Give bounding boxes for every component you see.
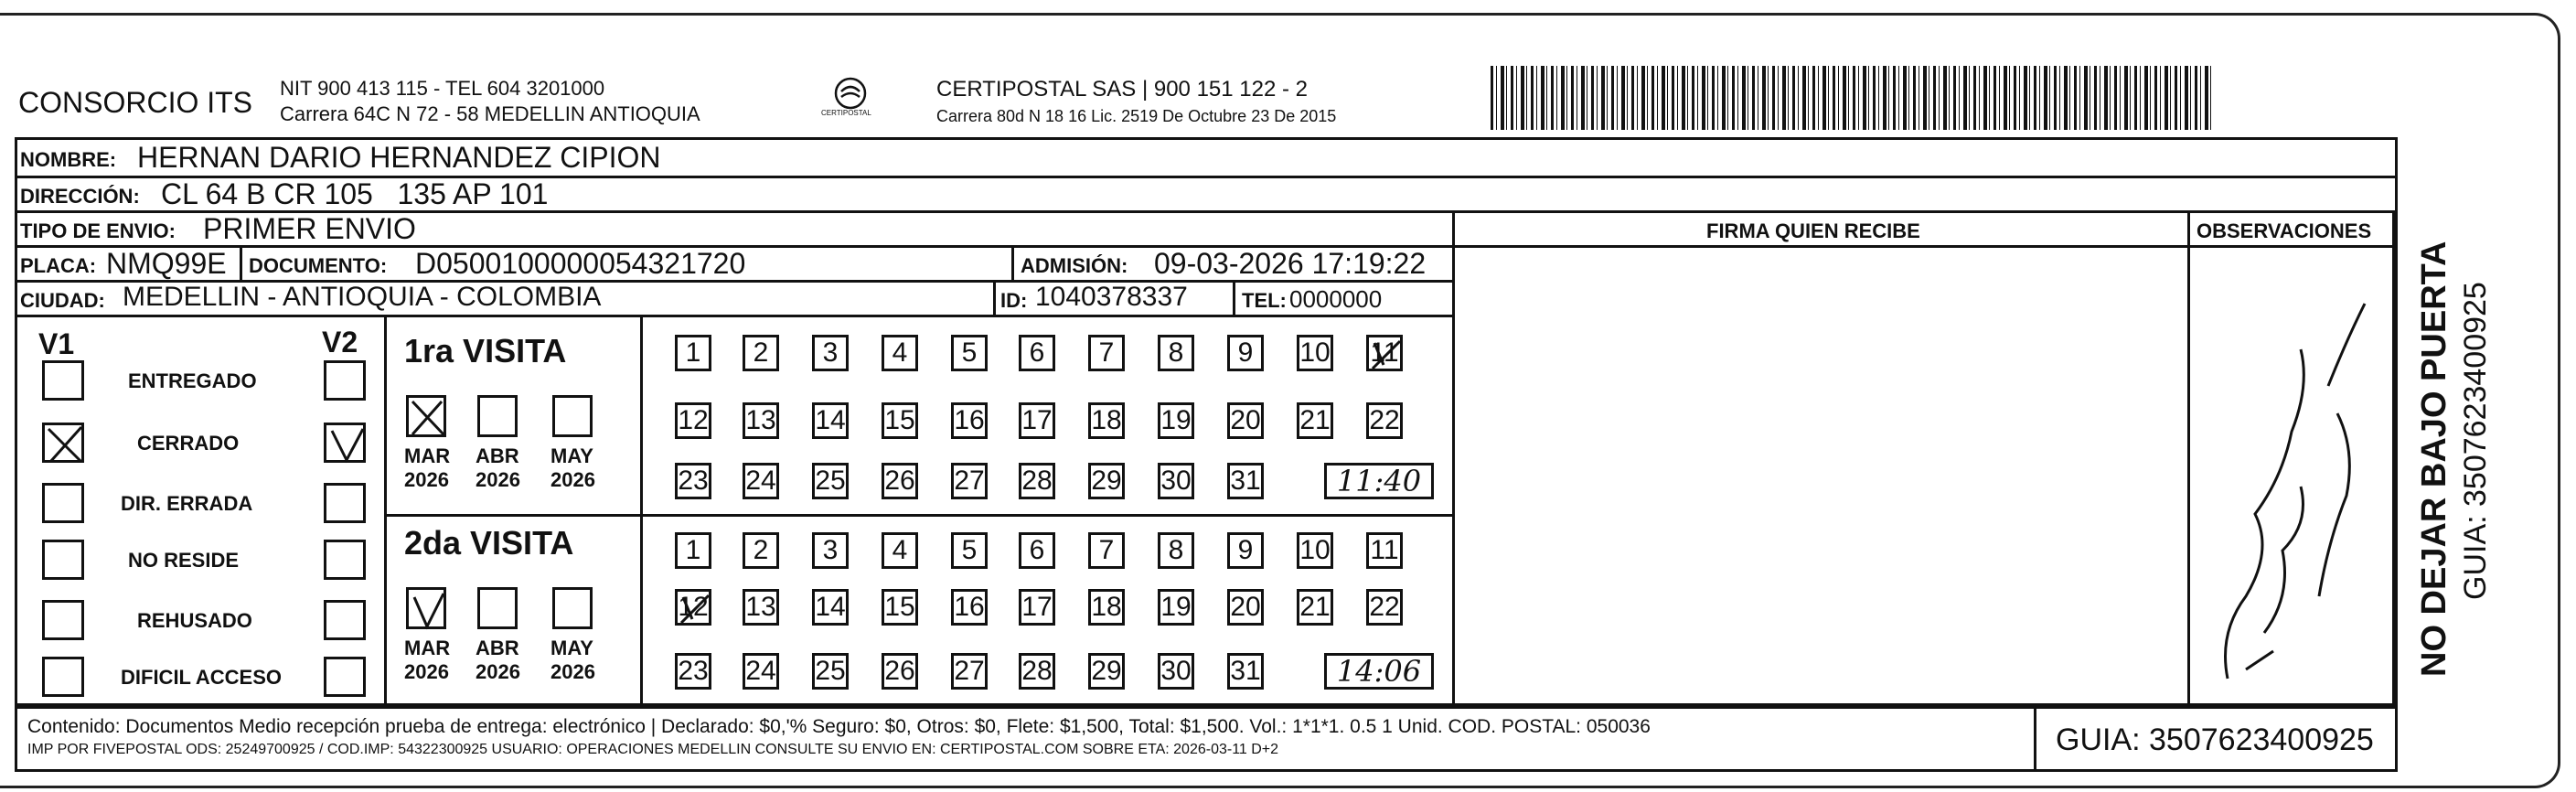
visit1-day-label: 31 <box>1230 466 1261 496</box>
id-value: 1040378337 <box>1035 282 1188 312</box>
visit2-time-value: 14:06 <box>1336 654 1422 689</box>
visit2-title: 2da VISITA <box>404 524 574 562</box>
visit1-day-11[interactable] <box>1366 335 1403 371</box>
visit2-day-14[interactable] <box>812 589 849 626</box>
status-label-dificil-acceso: DIFICIL ACCESO <box>121 666 283 689</box>
visit1-day-23[interactable] <box>675 463 711 499</box>
visit1-day-label: 19 <box>1160 405 1192 435</box>
visit1-day-29[interactable] <box>1088 463 1125 499</box>
visit2-day-30[interactable] <box>1158 653 1194 690</box>
nombre-label: NOMBRE: <box>20 148 117 171</box>
tipo-label: TIPO DE ENVIO: <box>20 219 176 242</box>
visit2-day-label: 10 <box>1299 535 1331 565</box>
visit2-day-16[interactable] <box>951 589 988 626</box>
footer-line1: Contenido: Documentos Medio recepción prueba de entrega: electrónico | Declarado: $0,'% Seguro: $0, Otros: $0, Flete: $1,500, Total: $1,500. Vol.: 1*1*1. 0.5 1 Unid. COD. POSTAL: 050036 <box>27 716 1651 737</box>
visit2-day-label: 4 <box>892 535 908 565</box>
visit1-month-label: ABR <box>476 444 519 467</box>
company-address-line: Carrera 64C N 72 - 58 MEDELLIN ANTIOQUIA <box>280 102 700 125</box>
ciudad-value: MEDELLIN - ANTIOQUIA - COLOMBIA <box>123 282 602 312</box>
visit1-day-label: 17 <box>1021 405 1053 435</box>
v2-checkbox-dificil-acceso[interactable] <box>324 657 366 697</box>
visit1-day-label: 30 <box>1160 466 1192 496</box>
visit1-day-label: 21 <box>1299 405 1331 435</box>
v1-checkbox-entregado[interactable] <box>42 360 84 401</box>
company-name: CONSORCIO ITS <box>18 86 253 119</box>
visit2-year-label: 2026 <box>404 660 449 683</box>
visit2-month-checkbox-mar[interactable] <box>406 587 446 629</box>
direccion-value: CL 64 B CR 105 135 AP 101 <box>161 177 549 210</box>
divider <box>1452 210 1455 706</box>
visit2-day-label: 2 <box>753 535 769 565</box>
divider <box>640 315 643 706</box>
visit1-day-22[interactable] <box>1366 402 1403 439</box>
divider <box>1011 245 1014 280</box>
carrier-address-line: Carrera 80d N 18 16 Lic. 2519 De Octubre 23 De 2015 <box>936 107 1337 125</box>
visit1-year-label: 2026 <box>550 468 595 491</box>
visit1-day-label: 15 <box>884 405 915 435</box>
visit2-day-28[interactable] <box>1019 653 1055 690</box>
status-label-no-reside: NO RESIDE <box>128 549 240 572</box>
nombre-value: HERNAN DARIO HERNANDEZ CIPION <box>137 141 661 174</box>
status-label-rehusado: REHUSADO <box>137 609 252 632</box>
logo-caption: CERTIPOSTAL <box>821 109 871 117</box>
visit2-day-label: 6 <box>1029 535 1045 565</box>
visit2-day-label: 15 <box>884 592 915 622</box>
visit1-day-label: 14 <box>815 405 846 435</box>
visit2-day-9[interactable] <box>1227 532 1264 569</box>
signature-header: FIRMA QUIEN RECIBE <box>1706 219 1920 242</box>
visit1-day-label: 8 <box>1168 337 1184 368</box>
visit1-month-label: MAY <box>550 444 593 467</box>
tel-value: 0000000 <box>1289 285 1383 313</box>
visit1-month-checkbox-mar[interactable] <box>406 395 446 437</box>
documento-value: D0500100000054321720 <box>415 247 746 280</box>
visit1-day-12[interactable] <box>675 402 711 439</box>
observaciones-header: OBSERVACIONES <box>2197 219 2372 242</box>
visit1-day-14[interactable] <box>812 402 849 439</box>
company-nit-line: NIT 900 413 115 - TEL 604 3201000 <box>280 77 605 100</box>
visit1-month-checkbox-abr[interactable] <box>477 395 518 437</box>
placa-value: NMQ99E <box>106 247 227 280</box>
v1-checkbox-cerrado[interactable] <box>42 423 84 463</box>
visit2-day-5[interactable] <box>951 532 988 569</box>
visit2-day-label: 27 <box>954 656 985 686</box>
visit2-day-21[interactable] <box>1297 589 1333 626</box>
divider <box>2392 210 2395 706</box>
documento-label: DOCUMENTO: <box>249 254 388 277</box>
visit2-day-12[interactable] <box>675 589 711 626</box>
visit2-day-label: 19 <box>1160 592 1192 622</box>
visit1-day-label: 3 <box>822 337 839 368</box>
status-label-entregado: ENTREGADO <box>128 369 257 392</box>
visit2-day-10[interactable] <box>1297 532 1333 569</box>
v2-checkbox-cerrado[interactable] <box>324 423 366 463</box>
visit2-day-11[interactable] <box>1366 532 1403 569</box>
visit2-day-label: 31 <box>1230 656 1261 686</box>
visit2-day-4[interactable] <box>882 532 918 569</box>
direccion-label: DIRECCIÓN: <box>20 185 140 208</box>
visit2-day-22[interactable] <box>1366 589 1403 626</box>
signature-area <box>1456 249 2186 704</box>
visit1-day-8[interactable] <box>1158 335 1194 371</box>
visit1-day-label: 11 <box>1370 337 1399 368</box>
visit1-day-30[interactable] <box>1158 463 1194 499</box>
visit1-day-20[interactable] <box>1227 402 1264 439</box>
visit2-day-label: 25 <box>815 656 846 686</box>
visit2-day-label: 18 <box>1091 592 1122 622</box>
divider <box>993 280 996 315</box>
visit2-day-label: 8 <box>1168 535 1184 565</box>
visit2-month-checkbox-may[interactable] <box>552 587 593 629</box>
visit1-day-27[interactable] <box>951 463 988 499</box>
visit2-day-1[interactable] <box>675 532 711 569</box>
v2-checkbox-dir-errada[interactable] <box>324 483 366 523</box>
visit1-day-label: 22 <box>1369 405 1400 435</box>
visit1-time-value: 11:40 <box>1336 464 1422 498</box>
visit2-month-label: MAY <box>550 637 593 659</box>
visit1-day-17[interactable] <box>1019 402 1055 439</box>
status-label-cerrado: CERRADO <box>137 432 240 455</box>
visit1-day-1[interactable] <box>675 335 711 371</box>
v2-label: V2 <box>322 326 358 359</box>
visit2-day-19[interactable] <box>1158 589 1194 626</box>
visit1-day-19[interactable] <box>1158 402 1194 439</box>
visit1-day-label: 13 <box>745 405 776 435</box>
visit1-day-label: 6 <box>1029 337 1045 368</box>
visit1-day-label: 24 <box>745 466 776 496</box>
visit2-day-label: 14 <box>815 592 846 622</box>
visit2-day-label: 21 <box>1299 592 1331 622</box>
visit1-day-26[interactable] <box>882 463 918 499</box>
visit2-day-label: 7 <box>1098 535 1115 565</box>
visit1-day-label: 2 <box>753 337 769 368</box>
visit2-month-label: ABR <box>476 637 519 659</box>
visit1-day-10[interactable] <box>1297 335 1333 371</box>
side-guia-text: GUIA: 3507623400925 <box>2458 282 2493 600</box>
v1-checkbox-rehusado[interactable] <box>42 600 84 640</box>
visit2-day-label: 5 <box>961 535 978 565</box>
visit2-day-label: 30 <box>1160 656 1192 686</box>
visit2-day-label: 28 <box>1021 656 1053 686</box>
visit1-time-box[interactable] <box>1324 463 1434 499</box>
visit2-day-20[interactable] <box>1227 589 1264 626</box>
tel-label: TEL: <box>1242 289 1287 312</box>
visit2-day-31[interactable] <box>1227 653 1264 690</box>
visit1-day-label: 27 <box>954 466 985 496</box>
visit2-day-label: 24 <box>745 656 776 686</box>
visit1-day-label: 7 <box>1098 337 1115 368</box>
visit1-day-label: 10 <box>1299 337 1331 368</box>
placa-label: PLACA: <box>20 254 97 277</box>
visit1-day-label: 9 <box>1237 337 1254 368</box>
visit1-day-3[interactable] <box>812 335 849 371</box>
visit2-year-label: 2026 <box>476 660 520 683</box>
visit2-day-label: 3 <box>822 535 839 565</box>
visit1-day-label: 12 <box>678 405 709 435</box>
certipostal-logo <box>814 73 887 126</box>
visit2-year-label: 2026 <box>550 660 595 683</box>
visit2-day-13[interactable] <box>743 589 779 626</box>
visit1-day-4[interactable] <box>882 335 918 371</box>
visit2-time-box[interactable] <box>1324 653 1434 690</box>
visit2-day-2[interactable] <box>743 532 779 569</box>
visit1-day-13[interactable] <box>743 402 779 439</box>
visit2-day-18[interactable] <box>1088 589 1125 626</box>
visit2-day-label: 12 <box>678 592 709 622</box>
ciudad-label: CIUDAD: <box>20 289 105 312</box>
visit1-day-31[interactable] <box>1227 463 1264 499</box>
visit1-day-label: 29 <box>1091 466 1122 496</box>
visit1-day-label: 20 <box>1230 405 1261 435</box>
visit2-day-15[interactable] <box>882 589 918 626</box>
admision-label: ADMISIÓN: <box>1021 254 1128 277</box>
visit2-day-label: 17 <box>1021 592 1053 622</box>
divider <box>15 315 1454 317</box>
tipo-value: PRIMER ENVIO <box>203 212 416 245</box>
visit2-day-label: 20 <box>1230 592 1261 622</box>
divider <box>240 245 242 280</box>
visit1-year-label: 2026 <box>404 468 449 491</box>
visit1-day-7[interactable] <box>1088 335 1125 371</box>
divider <box>2034 706 2036 772</box>
visit2-day-label: 1 <box>685 535 701 565</box>
footer-guia: GUIA: 3507623400925 <box>2056 722 2374 757</box>
visit2-day-7[interactable] <box>1088 532 1125 569</box>
visit1-day-label: 18 <box>1091 405 1122 435</box>
visit1-day-label: 25 <box>815 466 846 496</box>
visit1-month-label: MAR <box>404 444 451 467</box>
visit1-month-checkbox-may[interactable] <box>552 395 593 437</box>
visit1-day-label: 28 <box>1021 466 1053 496</box>
visit1-day-5[interactable] <box>951 335 988 371</box>
visit2-month-label: MAR <box>404 637 451 659</box>
side-warning-text: NO DEJAR BAJO PUERTA <box>2415 241 2453 677</box>
footer-line2: IMP POR FIVEPOSTAL ODS: 25249700925 / COD.IMP: 54322300925 USUARIO: OPERACIONES MEDELLIN CONSULTE SU ENVIO EN: CERTIPOSTAL.COM SOBRE ETA: 2026-03-11 D+2 <box>27 742 1279 757</box>
barcode <box>1491 66 2213 130</box>
observaciones-handwriting <box>2191 249 2390 704</box>
divider <box>384 315 387 706</box>
visit1-day-18[interactable] <box>1088 402 1125 439</box>
visit1-day-label: 16 <box>954 405 985 435</box>
visit2-day-26[interactable] <box>882 653 918 690</box>
divider <box>1233 280 1235 315</box>
visit1-day-25[interactable] <box>812 463 849 499</box>
v1-checkbox-dificil-acceso[interactable] <box>42 657 84 697</box>
visit1-day-16[interactable] <box>951 402 988 439</box>
visit1-day-28[interactable] <box>1019 463 1055 499</box>
visit2-day-24[interactable] <box>743 653 779 690</box>
visit1-day-15[interactable] <box>882 402 918 439</box>
visit2-day-label: 29 <box>1091 656 1122 686</box>
visit1-day-24[interactable] <box>743 463 779 499</box>
v1-checkbox-dir-errada[interactable] <box>42 483 84 523</box>
divider <box>2187 210 2190 706</box>
visit2-day-label: 16 <box>954 592 985 622</box>
visit1-day-label: 1 <box>685 337 701 368</box>
v2-checkbox-no-reside[interactable] <box>324 540 366 580</box>
visit2-day-label: 13 <box>745 592 776 622</box>
visit2-day-6[interactable] <box>1019 532 1055 569</box>
visit1-day-2[interactable] <box>743 335 779 371</box>
visit1-year-label: 2026 <box>476 468 520 491</box>
visit2-day-29[interactable] <box>1088 653 1125 690</box>
visit2-month-checkbox-abr[interactable] <box>477 587 518 629</box>
visit1-day-21[interactable] <box>1297 402 1333 439</box>
visit2-day-label: 11 <box>1370 535 1399 565</box>
visit1-day-9[interactable] <box>1227 335 1264 371</box>
visit1-day-label: 23 <box>678 466 709 496</box>
id-label: ID: <box>1000 289 1028 312</box>
divider <box>384 514 1454 517</box>
visit1-day-label: 26 <box>884 466 915 496</box>
visit1-day-label: 4 <box>892 337 908 368</box>
visit2-day-17[interactable] <box>1019 589 1055 626</box>
carrier-line: CERTIPOSTAL SAS | 900 151 122 - 2 <box>936 77 1308 102</box>
visit2-day-3[interactable] <box>812 532 849 569</box>
admision-value: 09-03-2026 17:19:22 <box>1154 247 1427 280</box>
v1-label: V1 <box>38 327 75 360</box>
visit2-day-25[interactable] <box>812 653 849 690</box>
visit1-title: 1ra VISITA <box>404 332 567 369</box>
visit2-day-23[interactable] <box>675 653 711 690</box>
visit2-day-27[interactable] <box>951 653 988 690</box>
status-label-dir-errada: DIR. ERRADA <box>121 492 253 515</box>
v2-checkbox-rehusado[interactable] <box>324 600 366 640</box>
v1-checkbox-no-reside[interactable] <box>42 540 84 580</box>
visit2-day-label: 9 <box>1237 535 1254 565</box>
visit2-day-8[interactable] <box>1158 532 1194 569</box>
visit2-day-label: 22 <box>1369 592 1400 622</box>
visit2-day-label: 26 <box>884 656 915 686</box>
visit1-day-label: 5 <box>961 337 978 368</box>
v2-checkbox-entregado[interactable] <box>324 360 366 401</box>
visit2-day-label: 23 <box>678 656 709 686</box>
visit1-day-6[interactable] <box>1019 335 1055 371</box>
